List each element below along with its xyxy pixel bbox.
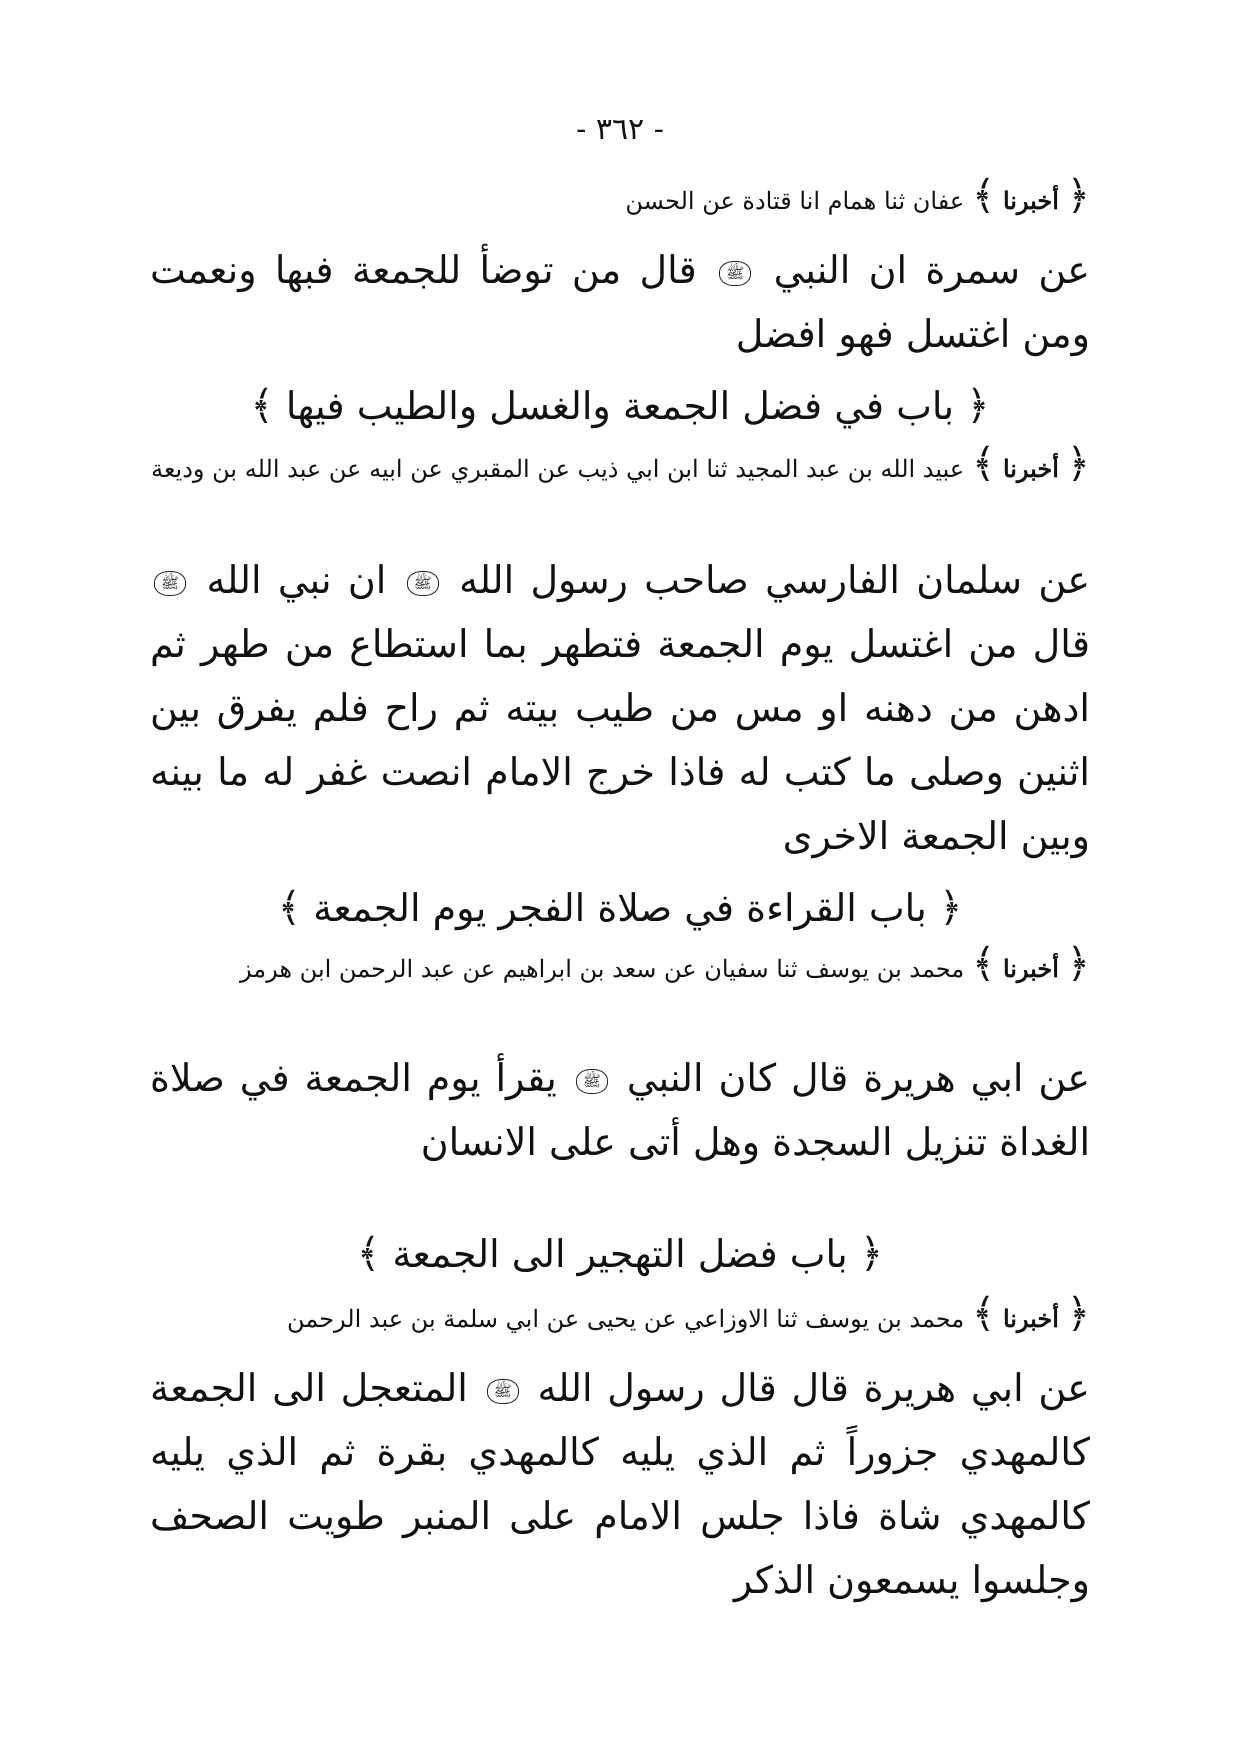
matn-1 <box>150 238 1090 366</box>
matn-text: ان نبي الله <box>206 558 387 602</box>
isnad-2 <box>150 441 1090 487</box>
heading-text: باب فضل التهجير الى الجمعة <box>392 1232 848 1276</box>
matn-text: عن سلمان الفارسي صاحب رسول الله <box>459 558 1090 602</box>
isnad-text: محمد بن يوسف ثنا سفيان عن سعد بن ابراهيم عن عبد الرحمن ابن هرمز <box>240 955 965 983</box>
open-brace-icon: ﴿ <box>1066 441 1090 487</box>
matn-2 <box>150 548 1090 868</box>
isnad-text: محمد بن يوسف ثنا الاوزاعي عن يحيى عن ابي سلمة بن عبد الرحمن <box>287 1305 965 1333</box>
isnad-1 <box>150 173 1090 219</box>
isnad-text: عفان ثنا همام انا قتادة عن الحسن <box>625 187 965 215</box>
matn-text: قال من توضأ للجمعة فبها ونعمت ومن اغتسل فهو افضل <box>150 248 1090 356</box>
matn-text: عن سمرة ان النبي <box>773 248 1090 292</box>
matn-text: عن ابي هريرة قال قال رسول الله <box>537 1366 1090 1410</box>
open-brace-icon: ﴿ <box>859 1231 884 1277</box>
matn-text: المتعجل الى الجمعة كالمهدي جزوراً ثم الذي يليه كالمهدي بقرة ثم الذي يليه كالمهدي شاة فاذا جلس الامام على المنبر طويت الصحف وجلسوا يسمعون الذكر <box>150 1366 1090 1602</box>
close-brace-icon: ﴾ <box>971 941 996 987</box>
matn-4 <box>150 1356 1090 1612</box>
matn-text: قال من اغتسل يوم الجمعة فتطهر بما استطاع من طهر ثم ادهن من دهنه او مس من طيب بيته ثم راح فلم يفرق بين اثنين وصلى ما كتب له فاذا خرج الامام انصت غفر له ما بينه وبين الجمعة الاخرى <box>150 622 1090 858</box>
close-brace-icon: ﴾ <box>250 383 274 429</box>
matn-text: عن ابي هريرة قال كان النبي <box>626 1056 1090 1100</box>
open-brace-icon: ﴿ <box>966 383 990 429</box>
isnad-lead: أخبرنا <box>1002 954 1059 983</box>
isnad-lead: أخبرنا <box>1002 454 1059 483</box>
salla-icon: ﷺ <box>407 571 439 596</box>
isnad-4 <box>150 1291 1090 1337</box>
isnad-3 <box>150 941 1090 987</box>
close-brace-icon: ﴾ <box>971 441 996 487</box>
close-brace-icon: ﴾ <box>971 173 996 219</box>
isnad-text: عبيد الله بن عبد المجيد ثنا ابن ابي ذيب عن المقبري عن ابيه عن عبد الله بن وديعة <box>151 455 965 483</box>
page-number: - ٣٦٢ - <box>576 112 664 147</box>
salla-icon: ﷺ <box>487 1379 519 1404</box>
isnad-lead: أخبرنا <box>1002 186 1059 215</box>
heading-text: باب في فضل الجمعة والغسل والطيب فيها <box>285 384 955 428</box>
close-brace-icon: ﴾ <box>277 885 302 931</box>
chapter-heading-3 <box>150 1226 1090 1282</box>
open-brace-icon: ﴿ <box>1066 173 1090 219</box>
close-brace-icon: ﴾ <box>356 1231 381 1277</box>
salla-icon: ﷺ <box>576 1069 608 1094</box>
chapter-heading-2 <box>150 880 1090 936</box>
matn-3 <box>150 1046 1090 1174</box>
matn-text: يقرأ يوم الجمعة في صلاة الغداة تنزيل السجدة وهل أتى على الانسان <box>150 1056 1090 1164</box>
open-brace-icon: ﴿ <box>1066 1291 1090 1337</box>
salla-icon: ﷺ <box>719 261 751 286</box>
salla-icon: ﷺ <box>154 571 186 596</box>
close-brace-icon: ﴾ <box>971 1291 996 1337</box>
open-brace-icon: ﴿ <box>938 885 963 931</box>
isnad-lead: أخبرنا <box>1002 1304 1059 1333</box>
chapter-heading-1 <box>150 378 1090 434</box>
open-brace-icon: ﴿ <box>1066 941 1090 987</box>
heading-text: باب القراءة في صلاة الفجر يوم الجمعة <box>313 886 927 930</box>
